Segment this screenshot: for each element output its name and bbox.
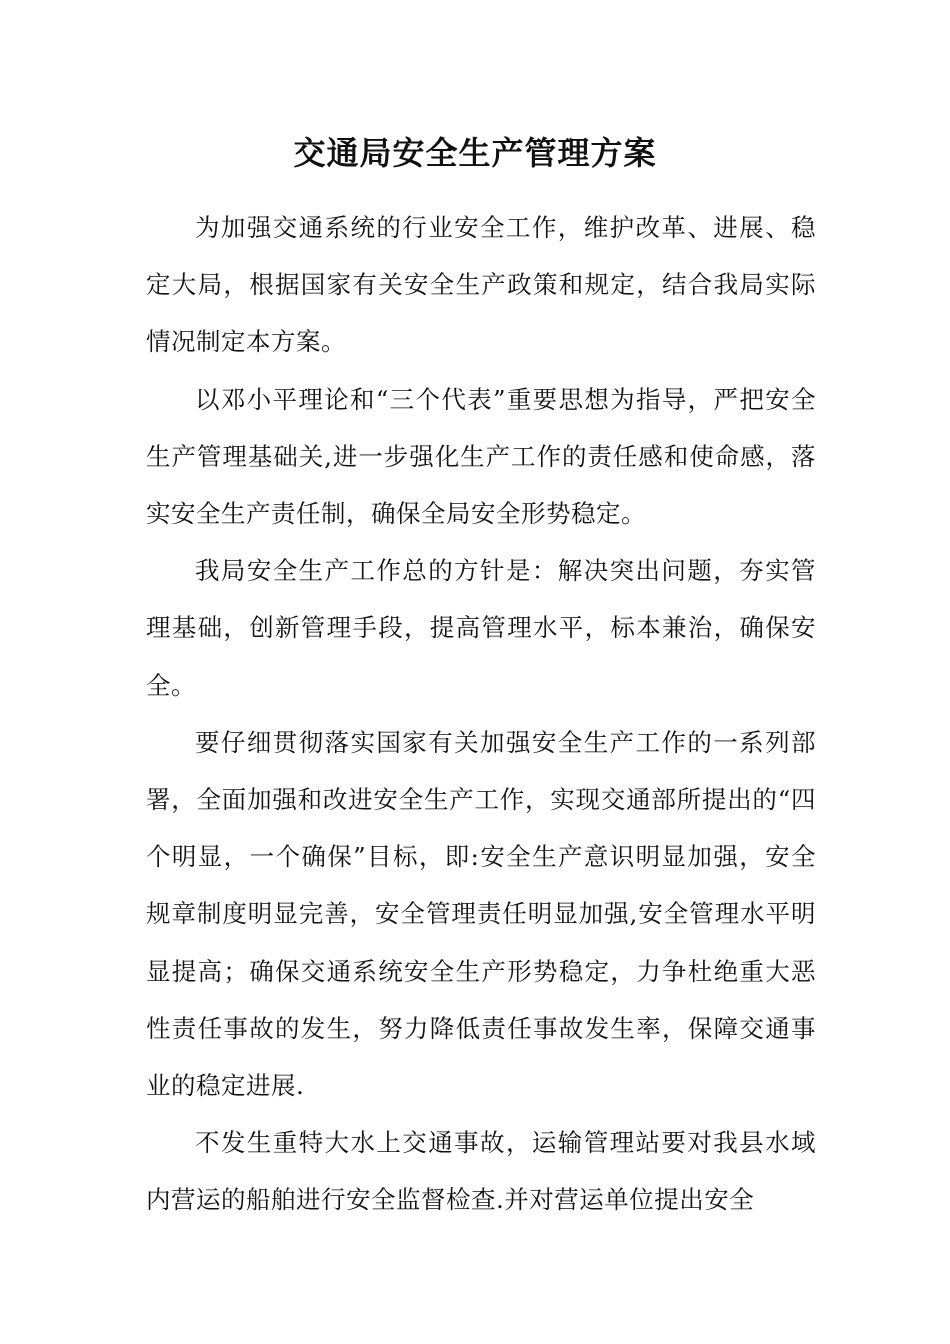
paragraph: 为加强交通系统的行业安全工作，维护改革、进展、稳定大局，根据国家有关安全生产政策和规定，结合我局实际情况制定本方案。 xyxy=(146,213,816,357)
paragraph: 不发生重特大水上交通事故，运输管理站要对我县水域内营运的船舶进行安全监督检查.并对营运单位提出安全 xyxy=(146,1128,816,1215)
document-body xyxy=(146,199,816,1229)
paragraph: 我局安全生产工作总的方针是：解决突出问题，夯实管理基础，创新管理手段，提高管理水平，标本兼治，确保安全。 xyxy=(146,556,816,700)
paragraph: 以邓小平理论和“三个代表”重要思想为指导，严把安全生产管理基础关,进一步强化生产工作的责任感和使命感，落实安全生产责任制，确保全局安全形势稳定。 xyxy=(146,384,816,529)
document-title: 交通局安全生产管理方案 xyxy=(293,134,657,172)
paragraph: 要仔细贯彻落实国家有关加强安全生产工作的一系列部署，全面加强和改进安全生产工作，实现交通部所提出的“四个明显，一个确保”目标，即:安全生产意识明显加强，安全规章制度明显完善，安全管理责任明显加强,安全管理水平明显提高；确保交通系统安全生产形势稳定，力争杜绝重大恶性责任事故的发生，努力降低责任事故发生率，保障交通事业的稳定进展. xyxy=(146,727,816,1101)
